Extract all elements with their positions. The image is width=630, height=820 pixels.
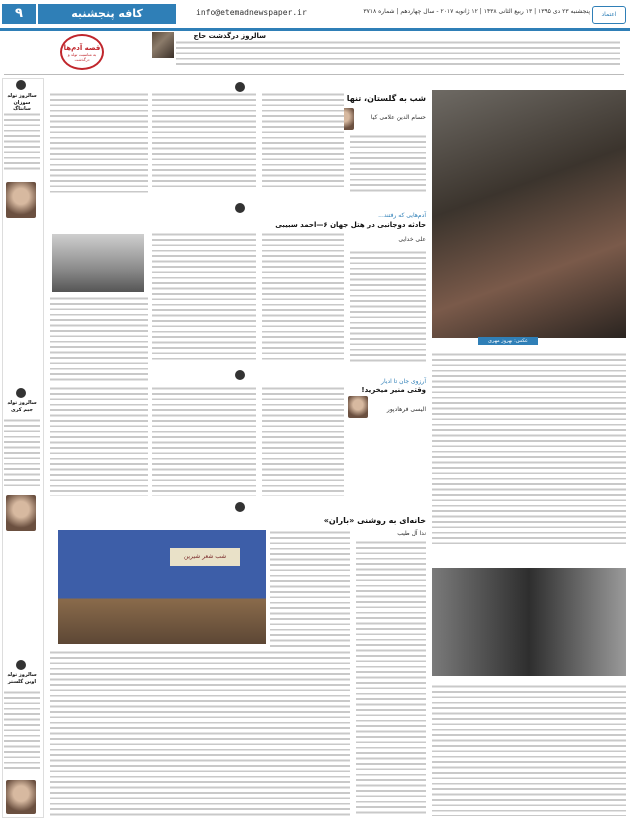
stage-banner: شب شعر شیرین (170, 548, 240, 566)
article-body (270, 530, 350, 670)
birthday-name: اوین گلستر (7, 679, 37, 685)
article-author: حسام الدین علامی کیا (370, 114, 426, 121)
article-body (350, 134, 426, 194)
author-avatar (348, 396, 368, 418)
article-body (50, 650, 350, 816)
birthday-label: سالروز تولد (7, 93, 37, 99)
top-summary (176, 40, 620, 68)
article-body (262, 386, 344, 496)
birthday-label: سالروز تولد (7, 672, 37, 678)
top-divider (4, 74, 624, 75)
article-body (50, 92, 148, 196)
woman-photo (432, 568, 626, 676)
stories-stamp (60, 34, 104, 70)
photo-caption: عکس: بهروز مهری (478, 337, 538, 345)
article-body (50, 386, 148, 496)
article-kicker: آدم‌هایی که رفتند... (378, 212, 426, 219)
birthday-text (4, 112, 40, 172)
portrait-sontag (6, 182, 36, 218)
article-photo (52, 234, 144, 292)
article-headline: شب به گلستان، تنها (346, 94, 426, 103)
article-author: ندا آل طیب (397, 530, 426, 537)
separator-icon (235, 82, 245, 92)
article-body (262, 232, 344, 362)
email-address[interactable]: info@etemadnewspaper.ir (196, 8, 307, 17)
stamp-title: قصه آدم‌ها (63, 44, 101, 52)
article-kicker: آرزوی جان تا ادیار (381, 378, 426, 385)
article-author: علی خدایی (398, 236, 426, 243)
dateline: پنجشنبه ۲۳ دی ۱۳۹۵ | ۱۳ ربیع الثانی ۱۴۳۸ | ۱۲ ژانویه ۲۰۱۷ - سال چهاردهم | شماره ۳۷۱۸ (363, 8, 590, 15)
article-body (152, 92, 256, 190)
separator-icon (16, 388, 26, 398)
separator-icon (235, 203, 245, 213)
article-body (152, 232, 256, 362)
separator-icon (235, 370, 245, 380)
article-headline: خانه‌ای به روشنی «باران» (323, 516, 426, 525)
page-number: ۹ (2, 4, 36, 24)
portrait-carrey (6, 495, 36, 531)
article-body (262, 92, 344, 190)
birthday-text (4, 418, 40, 486)
crowd-photo (432, 90, 626, 338)
article-headline: وقتی منیر میخرید! (361, 386, 426, 394)
birthday-name: سوزان سانتاگ (13, 100, 31, 112)
article-body (152, 386, 256, 496)
birthday-text (4, 690, 40, 772)
article-body (50, 296, 148, 382)
newspaper-logo: اعتماد (592, 6, 626, 24)
birthday-name: جیم کری (11, 407, 33, 413)
article-author: الیسی فرهادپور (386, 406, 426, 413)
birthday-label: سالروز تولد (7, 400, 37, 406)
separator-icon (16, 660, 26, 670)
article-body (350, 250, 426, 362)
stamp-subtitle: به مناسبت تولد و درگذشت (67, 52, 97, 62)
article-headline: حادثه دوجانبی در هتل جهان ۶—احمد سبیبی (275, 221, 426, 229)
article-body (356, 540, 426, 816)
top-portrait (152, 32, 174, 58)
portrait-golester (6, 780, 36, 814)
section-title: کافه پنجشنبه (38, 4, 176, 24)
separator-icon (235, 502, 245, 512)
article-body (432, 684, 626, 816)
top-headline: سالروز درگذشت حاج (193, 32, 266, 40)
separator-icon (16, 80, 26, 90)
article-body (432, 352, 626, 544)
